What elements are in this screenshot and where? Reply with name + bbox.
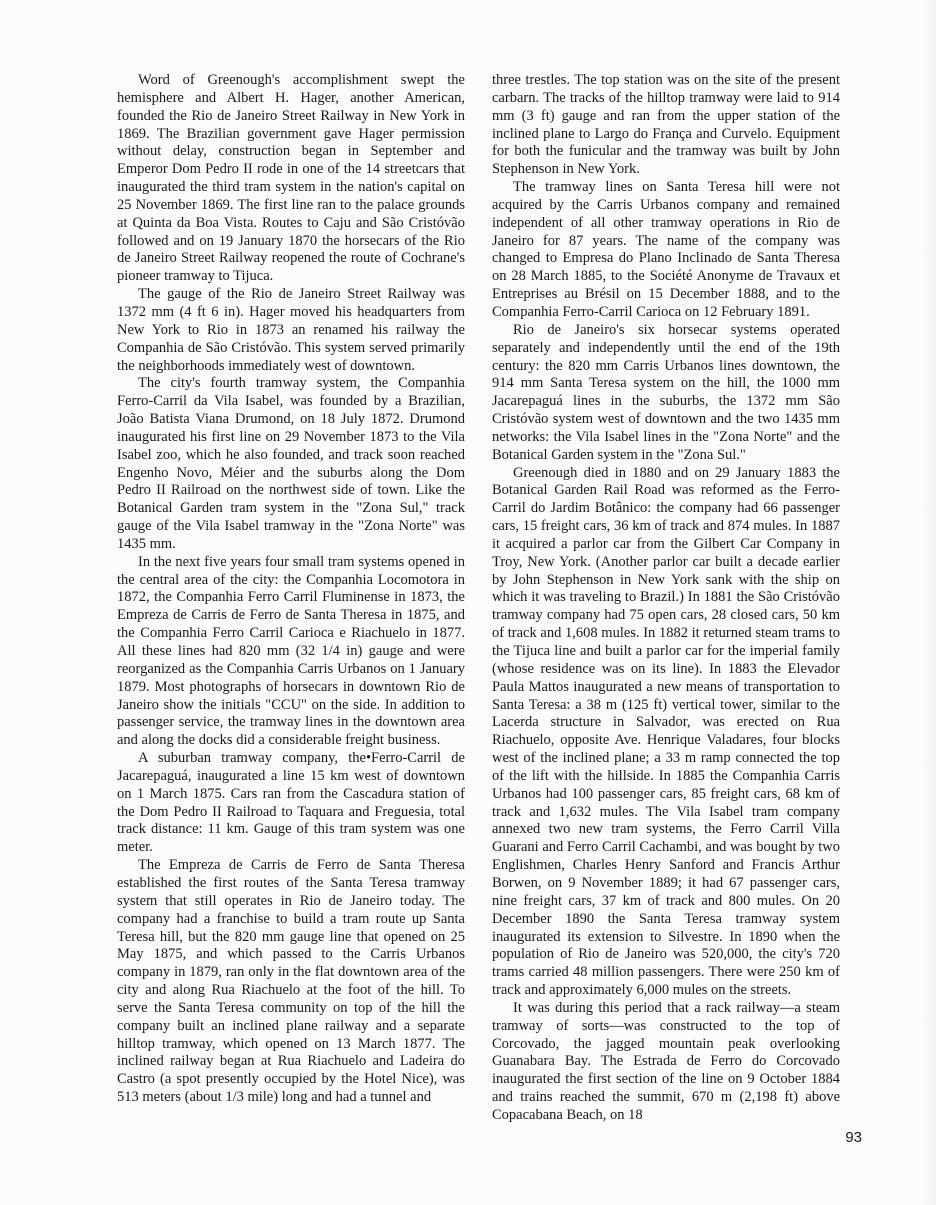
paragraph: Greenough died in 1880 and on 29 January 1883 the Botanical Garden Rail Road was reformed as the Ferro-Carril do Jardim Botânico: the company had 66 passenger cars, 15 freight cars, 36 km of track and 874 mules. In 1887 it acquired a parlor car from the Gilbert Car Company in Troy, New York. (Another parlor car built a decade earlier by John Stephenson in New York sank with the ship on which it was traveling to Brazil.) In 1881 the São Cristóvão tramway company had 75 open cars, 28 closed cars, 50 km of track and 1,608 mules. In 1882 it returned steam trams to the Tijuca line and built a parlor car for the imperial family (whose residence was on its line). In 1883 the Elevador Paula Mattos inaugurated a new means of transportation to Santa Teresa: a 38 m (125 ft) vertical tower, similar to the Lacerda structure in Salvador, was erected on Rua Riachuelo, opposite Ave. Henrique Valadares, four blocks west of the inclined plane; a 33 m ramp connected the top of the lift with the hillside. In 1885 the Companhia Carris Urbanos had 100 passenger cars, 85 freight cars, 68 km of track and 1,632 mules. The Vila Isabel tram company annexed two new tram systems, the Ferro Carril Villa Guarani and Ferro Carril Cachambi, and was bought by two Englishmen, Charles Henry Sanford and Francis Arthur Borwen, on 9 November 1889; it had 67 passenger cars, nine freight cars, 37 km of track and 800 mules. On 20 December 1890 the Santa Teresa tramway system inaugurated its extension to Silvestre. In 1890 when the population of Rio de Janeiro was 520,000, the city's 720 trams carried 48 million passengers. There were 250 km of track and approximately 6,000 mules on the streets. bbox=[492, 464, 840, 999]
paragraph: The city's fourth tramway system, the Companhia Ferro-Carril da Vila Isabel, was founded by a Brazilian, João Batista Viana Drumond, on 18 July 1872. Drumond inaugurated his first line on 29 November 1873 to the Vila Isabel zoo, which he also founded, and track soon reached Engenho Novo, Méier and the suburbs along the Dom Pedro II Railroad on the northwest side of town. Like the Botanical Garden tram system in the "Zona Sul," track gauge of the Vila Isabel tramway in the "Zona Norte" was 1435 mm. bbox=[117, 375, 465, 552]
paragraph: A suburban tramway company, the•Ferro-Carril de Jacarepaguá, inaugurated a line 15 km west of downtown on 1 March 1875. Cars ran from the Cascadura station of the Dom Pedro II Railroad to Taquara and Freguesia, total track distance: 11 km. Gauge of this tram system was one meter. bbox=[117, 750, 465, 856]
left-text-column bbox=[117, 72, 465, 1107]
paragraph: The Empreza de Carris de Ferro de Santa Theresa established the first routes of the Santa Teresa tramway system that still operates in Rio de Janeiro today. The company had a franchise to build a tram route up Santa Teresa hill, but the 820 mm gauge line that opened on 25 May 1875, and which passed to the Carris Urbanos company in 1879, ran only in the flat downtown area of the city and along Rua Riachuelo at the foot of the hill. To serve the Santa Teresa community on top of the hill the company built an inclined plane railway and a separate hilltop tramway, which opened on 13 March 1877. The inclined railway began at Rua Riachuelo and Ladeira do Castro (a spot presently occupied by the Hotel Nice), was 513 meters (about 1/3 mile) long and had a tunnel and bbox=[117, 857, 465, 1106]
paragraph-continued: three trestles. The top station was on the site of the present carbarn. The tracks of the hilltop tramway were laid to 914 mm (3 ft) gauge and ran from the upper station of the inclined plane to Largo do França and Curvelo. Equipment for both the funicular and the tramway was built by John Stephenson in New York. bbox=[492, 72, 840, 178]
paragraph: The gauge of the Rio de Janeiro Street Railway was 1372 mm (4 ft 6 in). Hager moved his headquarters from New York to Rio in 1873 an renamed his railway the Companhia de São Cristóvão. This system served primarily the neighborhoods immediately west of downtown. bbox=[117, 286, 465, 374]
paragraph: The tramway lines on Santa Teresa hill were not acquired by the Carris Urbanos company and remained independent of all other tramway operations in Rio de Janeiro for 87 years. The name of the company was changed to Empresa do Plano Inclinado de Santa Theresa on 28 March 1885, to the Société Anonyme de Travaux et Entreprises au Brésil on 15 December 1888, and to the Companhia Ferro-Carril Carioca on 12 February 1891. bbox=[492, 179, 840, 320]
paragraph: In the next five years four small tram systems opened in the central area of the city: the Companhia Locomotora in 1872, the Companhia Ferro Carril Fluminense in 1873, the Empreza de Carris de Ferro de Santa Theresa in 1875, and the Companhia Ferro Carril Carioca e Riachuelo in 1877. All these lines had 820 mm (32 1/4 in) gauge and were reorganized as the Companhia Carris Urbanos on 1 January 1879. Most photographs of horsecars in downtown Rio de Janeiro show the initials "CCU" on the side. In addition to passenger service, the tramway lines in the downtown area and along the docks did a considerable freight business. bbox=[117, 553, 465, 749]
paragraph: Rio de Janeiro's six horsecar systems operated separately and independently until the end of the 19th century: the 820 mm Carris Urbanos lines downtown, the 914 mm Santa Teresa system on the hill, the 1000 mm Jacarepaguá lines in the suburbs, the 1372 mm São Cristóvão system west of downtown and the two 1435 mm networks: the Vila Isabel lines in the "Zona Norte" and the Botanical Garden system in the "Zona Sul." bbox=[492, 321, 840, 463]
page-number: 93 bbox=[845, 1129, 862, 1146]
paragraph: It was during this period that a rack railway—a steam tramway of sorts—was constructed to the top of Corcovado, the jagged mountain peak overlooking Guanabara Bay. The Estrada de Ferro do Corcovado inaugurated the first section of the line on 9 October 1884 and trains reached the summit, 670 m (2,198 ft) above Copacabana Beach, on 18 bbox=[492, 999, 840, 1123]
right-text-column bbox=[492, 72, 840, 1125]
paragraph: Word of Greenough's accomplishment swept the hemisphere and Albert H. Hager, another American, founded the Rio de Janeiro Street Railway in New York in 1869. The Brazilian government gave Hager permission without delay, construction began in September and Emperor Dom Pedro II rode in one of the 14 streetcars that inaugurated the third tram system in the nation's capital on 25 November 1869. The first line ran to the palace grounds at Quinta da Boa Vista. Routes to Caju and São Cristóvão followed and on 19 January 1870 the horsecars of the Rio de Janeiro Street Railway reopened the route of Cochrane's pioneer tramway to Tijuca. bbox=[117, 72, 465, 285]
page-edge-shadow bbox=[922, 0, 936, 1205]
